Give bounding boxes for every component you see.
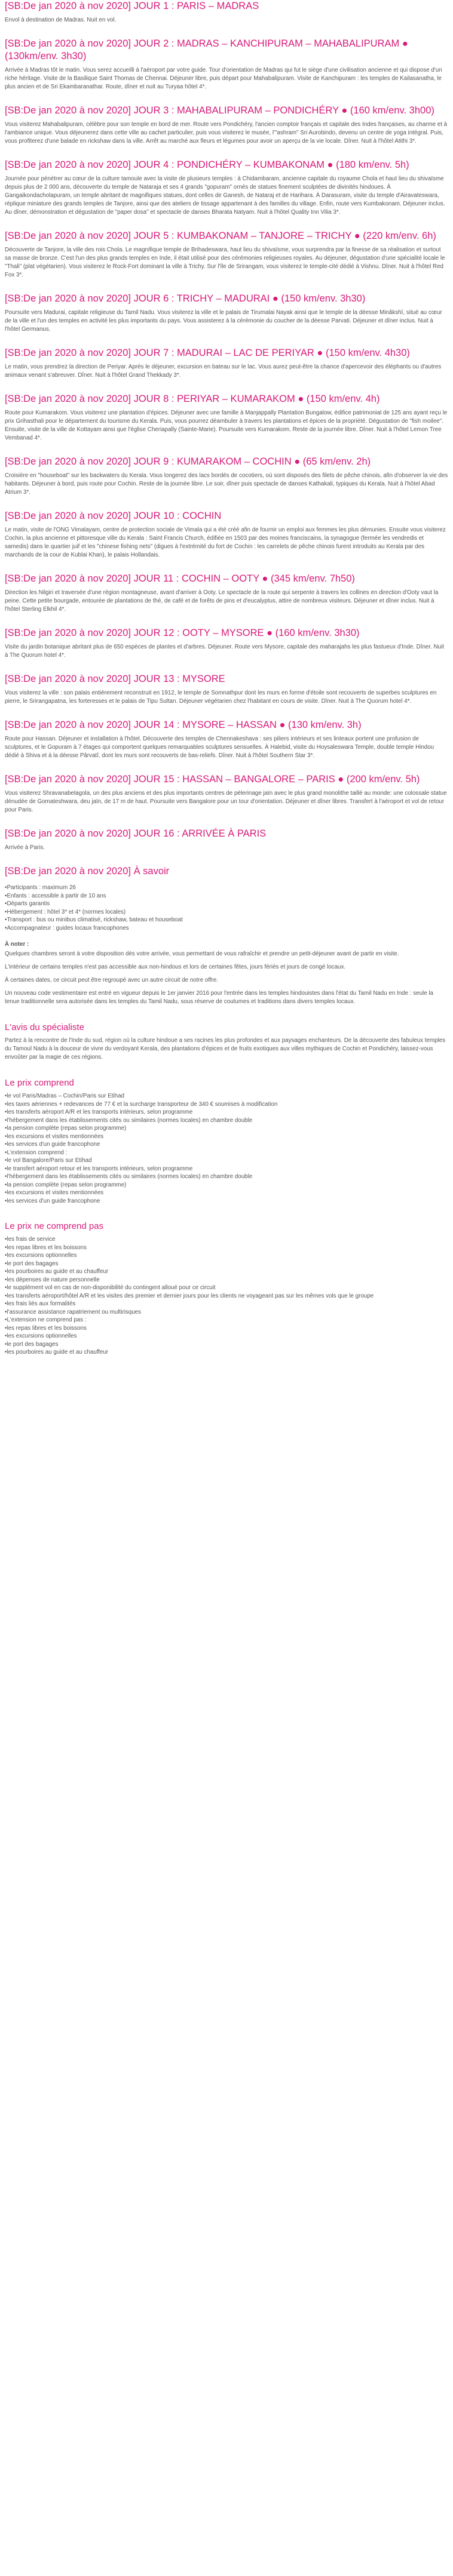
specialiste-title: L'avis du spécialiste [5, 1022, 84, 1032]
day-section [5, 828, 448, 852]
day-description: Arrivée à Paris. [5, 844, 45, 851]
day-description: Envol à destination de Madras. Nuit en vol. [5, 17, 117, 23]
day-title: [SB:De jan 2020 à nov 2020] JOUR 14 : MYSORE – HASSAN ● (130 km/env. 3h) [5, 720, 362, 730]
prix-comprend-section [5, 1077, 448, 1205]
day-section [5, 456, 448, 497]
day-description: Découverte de Tanjore, la ville des rois Chola. Le magnifique temple de Brihadeswara, haut lieu du shivaïsme, vous surprendra par la finesse de sa réalisation et surtout sa masse de bronze. C'est l'un des plus grands temples en Inde, il était utilisé pour des cérémonies religieuses royales. Au déjeuner, dégustation d'une spécialité locale le "Thali" (plat végétarien). Vous visiterez le Rock-Fort dominant la ville à Trichy. Sur l'île de Srirangam, vous visiterez le temple-cité dédié à Vishnu. Dîner. Nuit à l'hôtel Red Fox 3*. [5, 247, 445, 278]
day-title: [SB:De jan 2020 à nov 2020] JOUR 3 : MAHABALIPURAM – PONDICHÉRY ● (160 km/env. 3h00) [5, 105, 434, 116]
day-title: [SB:De jan 2020 à nov 2020] JOUR 5 : KUMBAKONAM – TANJORE – TRICHY ● (220 km/env. 6h) [5, 230, 436, 241]
list-item: • Départs garantis [5, 900, 448, 908]
note-paragraph: L'intérieur de certains temples n'est pas accessible aux non-hindous et lors de certaines fêtes, jours fériés et jours de congé locaux. [5, 964, 346, 970]
list-item: • Hébergement : hôtel 3* et 4* (normes locales) [5, 908, 448, 917]
day-title: [SB:De jan 2020 à nov 2020] JOUR 2 : MADRAS – KANCHIPURAM – MAHABALIPURAM ● (130km/env. 3h30) [5, 38, 408, 62]
prix-ne-comprend-section [5, 1221, 448, 1357]
list-item: • Accompagnateur : guides locaux francophones [5, 924, 448, 933]
list-item: • le transfert aéroport retour et les transports intérieurs, selon programme [5, 1165, 448, 1173]
day-section [5, 393, 448, 442]
day-section [5, 104, 448, 146]
day-description: Arrivée à Madras tôt le matin. Vous serez accueilli à l'aéroport par votre guide. Tour d'orientation de Madras qui fut le siège d'une civilisation ancienne et qui dispose d'un riche héritage. Visite de la Basilique Saint Thomas de Chennai. Déjeuner libre, puis départ pour Mahabalipuram. Visite de Kanchipuram : les temples de Kailasanatha, le plus ancien et de Sri Ekambaranathar. Route, dîner et nuit au Turyaa hôtel 4*. [5, 67, 442, 90]
savoir-title: [SB:De jan 2020 à nov 2020] À savoir [5, 866, 170, 877]
list-item: • les services d'un guide francophone [5, 1141, 448, 1149]
day-description: Direction les Nilgiri et traversée d'une région montagneuse, avant d'arriver à Ooty. Le spectacle de la route qui serpente à travers les collines en direction d'Ooty vaut la peine. Cette petite bourgade, entourée de plantations de thé, de café et de forêts de pins et d'eucalyptus, attire de nombreux visiteurs. Déjeuner et dîner inclus. Nuit à l'hôtel Sterling Elkhil 4*. [5, 589, 439, 613]
list-item: • les taxes aériennes + redevances de 77 € et la surcharge transporteur de 340 € soumises à modification [5, 1101, 448, 1109]
prix-comprend-title: Le prix comprend [5, 1078, 74, 1088]
note-paragraph: À certaines dates, ce circuit peut être regroupé avec un autre circuit de notre offre. [5, 977, 219, 983]
list-item: • Transport : bus ou minibus climatisé, rickshaw, bateau et houseboat [5, 916, 448, 924]
day-title: [SB:De jan 2020 à nov 2020] JOUR 6 : TRICHY – MADURAI ● (150 km/env. 3h30) [5, 293, 366, 304]
day-description: Vous visiterez Shravanabelagola, un des plus anciens et des plus importants centres de pèlerinage jaïn avec le plus grand monolithe taillé au monde: une colossale statue dénudée de Gomateshwara, deu jaïn, de 17 m de haut. Poursuite vers Bangalore pour un tour d'orientation. Déjeuner et dîner libres. Transfert à l'aéroport et vol de retour pour Paris. [5, 790, 447, 813]
list-item: • les services d'un guide francophone [5, 1197, 448, 1206]
notes [5, 950, 448, 1006]
day-section [5, 773, 448, 814]
day-title: [SB:De jan 2020 à nov 2020] JOUR 7 : MADURAI – LAC DE PERIYAR ● (150 km/env. 4h30) [5, 348, 410, 358]
list-item: • les frais liés aux formalités [5, 1300, 448, 1308]
day-title: [SB:De jan 2020 à nov 2020] JOUR 12 : OOTY – MYSORE ● (160 km/env. 3h30) [5, 628, 360, 638]
list-item: • les repas libres et les boissons [5, 1244, 448, 1252]
list-item: • les repas libres et les boissons [5, 1324, 448, 1333]
list-item: • L'extension ne comprend pas : [5, 1316, 448, 1324]
day-description: Vous visiterez Mahabalipuram, célèbre pour son temple en bord de mer. Route vers Pondichéry, l'ancien comptoir français et capitale des Indes françaises, au charme et à l'ambiance unique. Vous déjeunerez dans cette ville au cachet particulier, puis vous visiterez le musée, l'"ashram" Sri Aurobindo, devenu un centre de yoga intégral. Puis, vous profiterez d'une balade en rickshaw dans la ville. Arrêt au marché aux fleurs et légumes pour avoir un aperçu de la vie locale. Dîner. Nuit à l'hôtel Atithi 3*. [5, 121, 448, 145]
day-title: [SB:De jan 2020 à nov 2020] JOUR 11 : COCHIN – OOTY ● (345 km/env. 7h50) [5, 573, 355, 584]
list-item: • la pension complète (repas selon programme) [5, 1181, 448, 1189]
prix-ne-comprend-list [5, 1235, 448, 1357]
day-title: [SB:De jan 2020 à nov 2020] JOUR 10 : COCHIN [5, 511, 222, 521]
day-section [5, 673, 448, 706]
day-description: Croisière en "houseboat" sur les backwaters du Kerala. Vous longerez des lacs bordés de cocotiers, où sont disposés des filets de pêche chinois, afin d'observer la vie des habitants. Déjeuner à bord, puis route pour Cochin. Reste de la journée libre. Le soir, dîner puis spectacle de danses Kathakali, typiques du Kerala. Nuit à l'hôtel Abad Atrium 3*. [5, 472, 448, 496]
list-item: • le port des bagages [5, 1341, 448, 1349]
list-item: • les pourboires au guide et au chauffeur [5, 1268, 448, 1276]
list-item: • les excursions et visites mentionnées [5, 1189, 448, 1197]
list-item: • L'extension comprend : [5, 1149, 448, 1157]
day-description: Route pour Kumarakom. Vous visiterez une plantation d'épices. Déjeuner avec une famille à Manjappally Plantation Bungalow, édifice patrimonial de 125 ans ayant reçu le prix Grihasthali pour le département du tourisme du Kerala. Puis, vous pourrez déambuler à travers les plantations et épices de la propriété. Dégustation de "fish moilee". Ensuite, visite de la ville de Kottayam ainsi que l'église Cheriapally (Sainte-Marie). Poursuite vers Kumarakom. Reste de la journée libre. Dîner. Nuit à l'hôtel Lemon Tree Vembanad 4*. [5, 410, 448, 441]
day-section [5, 293, 448, 334]
note-paragraph: Un nouveau code vestimentaire est entré en vigueur depuis le 1er janvier 2016 pour l'entrée dans les temples hindouistes dans l'état du Tamil Nadu en Inde : seule la tenue traditionnelle sera autorisée dans les temples du Tamil Nadu, sous réserve de coutumes et traditions dans divers temples locaux. [5, 990, 433, 1005]
day-title: [SB:De jan 2020 à nov 2020] JOUR 9 : KUMARAKOM – COCHIN ● (65 km/env. 2h) [5, 456, 371, 467]
list-item: • les transferts aéroport A/R et les transports intérieurs, selon programme [5, 1108, 448, 1117]
day-description: Route pour Hassan. Déjeuner et installation à l'hôtel. Découverte des temples de Chennakeshava : ses piliers intérieurs et ses linteaux portent une profusion de sculptures, et le Gopuram à 7 étages qui comportent quelques remarquables sculptures sensuelles. À Halebid, visite du Hoysaleswara Temple, double temple Hindou dédié à Shiva et à la déesse Pârvatî, dont les murs sont recouverts de bas-reliefs. Dîner. Nuit à l'hôtel Southern Star 3*. [5, 736, 434, 759]
specialiste-section [5, 1022, 448, 1062]
list-item: • les excursions et visites mentionnées [5, 1133, 448, 1141]
list-item: • le vol Bangalore/Paris sur Etihad [5, 1157, 448, 1165]
list-item: • la pension complète (repas selon programme) [5, 1124, 448, 1133]
day-title: [SB:De jan 2020 à nov 2020] JOUR 1 : PARIS – MADRAS [5, 1, 259, 11]
day-section [5, 38, 448, 91]
list-item: • les frais de service [5, 1235, 448, 1244]
list-item: • l'hébergement dans les établissements cités ou similaires (normes locales) en chambre double [5, 1173, 448, 1181]
day-section [5, 627, 448, 660]
list-item: • l'hébergement dans les établissements cités ou similaires (normes locales) en chambre double [5, 1117, 448, 1125]
prix-ne-comprend-title: Le prix ne comprend pas [5, 1221, 104, 1231]
day-section [5, 510, 448, 560]
list-item: • le port des bagages [5, 1260, 448, 1268]
day-description: Le matin, visite de l'ONG Vimalayam, centre de protection sociale de Vimala qui a été créé afin de fournir un emploi aux femmes les plus démunies. Ensuite vous visiterez Cochin, la plus ancienne et pittoresque ville du Kerala : Saint Francis Church, édifiée en 1503 par des moines franciscains, la synagogue (fermée les vendredis et samedis) dans le quartier juif et les "chinese fishing nets" (digues à l'extrémité du fort de Cochin : les carrelets de pêche chinois furent introduits au Kerala par des marchands de la cour de Kublai Khan), le palais Hollandais. [5, 527, 446, 558]
day-section [5, 347, 448, 380]
list-item: • Enfants : accessible à partir de 10 ans [5, 892, 448, 900]
day-title: [SB:De jan 2020 à nov 2020] JOUR 13 : MYSORE [5, 674, 225, 684]
day-title: [SB:De jan 2020 à nov 2020] JOUR 4 : PONDICHÉRY – KUMBAKONAM ● (180 km/env. 5h) [5, 159, 409, 170]
day-description: Le matin, vous prendrez la direction de Periyar. Après le déjeuner, excursion en bateau sur le lac. Vous aurez peut-être la chance d'apercevoir des éléphants ou d'autres animaux venant s'abreuver. Dîner. Nuit à l'hôtel Grand Thekkady 3*. [5, 364, 442, 379]
day-title: [SB:De jan 2020 à nov 2020] JOUR 15 : HASSAN – BANGALORE – PARIS ● (200 km/env. 5h) [5, 774, 420, 785]
savoir-section [5, 865, 448, 1006]
day-section [5, 159, 448, 217]
list-item: • les pourboires au guide et au chauffeur [5, 1348, 448, 1357]
itinerary [5, 0, 448, 852]
day-title: [SB:De jan 2020 à nov 2020] JOUR 16 : ARRIVÉE À PARIS [5, 828, 267, 839]
day-section [5, 0, 448, 24]
day-title: [SB:De jan 2020 à nov 2020] JOUR 8 : PERIYAR – KUMARAKOM ● (150 km/env. 4h) [5, 394, 380, 404]
list-item: • le vol Paris/Madras – Cochin/Paris sur Etihad [5, 1092, 448, 1101]
day-section [5, 230, 448, 279]
list-item: • le supplément vol en cas de non-disponibilité du contingent alloué pour ce circuit [5, 1284, 448, 1292]
day-section [5, 719, 448, 760]
list-item: • l'assurance assistance rapatriement ou multirisques [5, 1308, 448, 1317]
list-item: • les dépenses de nature personnelle [5, 1276, 448, 1284]
prix-comprend-list [5, 1092, 448, 1205]
specialiste-text: Partez à la rencontre de l'Inde du sud, région où la culture hindoue a ses racines les plus profondes et aux paysages enchanteurs. De la découverte des fabuleux temples du Tamoul Nadu à la douceur de vivre du verdoyant Kerala, des plantations d'épices et de fruits exotiques aux villes mythiques de Cochin et Pondichéry, laissez-vous envoûter par la magie de ces régions. [5, 1037, 446, 1060]
day-description: Visite du jardin botanique abritant plus de 650 espèces de plantes et d'arbres. Déjeuner. Route vers Mysore, capitale des maharajahs les plus fastueux d'Inde. Dîner. Nuit à The Quorum hotel 4*. [5, 644, 444, 659]
list-item: • les excursions optionnelles [5, 1252, 448, 1260]
list-item: • les transferts aéroport/hôtel A/R et les visites des premier et dernier jours pour les clients ne voyageant pas sur les mêmes vols que le groupe [5, 1292, 448, 1301]
day-description: Vous visiterez la ville : son palais entièrement reconstruit en 1912, le temple de Somnathpur dont les murs en forme d'étoile sont recouverts de superbes sculptures en pierre, le Srirangapatna, les forteresses et le palais de Tipu Sultan. Déjeuner végétarien chez l'habitant en cours de visite. Dîner. Nuit à The Quorum hotel 4*. [5, 690, 437, 705]
note-paragraph: Quelques chambres seront à votre disposition dès votre arrivée, vous permettant de vous rafraîchir et prendre un petit-déjeuner avant de partir en visite. [5, 951, 399, 957]
note-heading: À noter : [5, 941, 29, 948]
list-item: • les excursions optionnelles [5, 1332, 448, 1341]
day-description: Journée pour pénétrer au cœur de la culture tamoule avec la visite de plusieurs temples : à Chidambaram, ancienne capitale du royaume Chola et haut lieu du shivaïsme depuis plus de 2 000 ans, découverte du temple de Nataraja et ses 4 grands "gopuram" ornés de statues finement sculptées de divinités hindoues. À Gangaikondacholapuram, un temple abritant de magnifiques statues, dont celles de Ganesh, de Nataraj et de Harihara. À Darasuram, visite du temple d'Airavateswara, réplique miniature des grands temples de Tanjore, ainsi que des ateliers de tissage appartenant à des familles du village. Enfin, route vers Kumbakonam. Déjeuner inclus. Au dîner, démonstration et dégustation de "paper dosa" et spectacle de danses Bharata Natyam. Nuit à l'hôtel Quality Inn Vilia 3*. [5, 176, 445, 216]
day-description: Poursuite vers Madurai, capitale religieuse du Tamil Nadu. Vous visiterez la ville et le palais de Tirumalai Nayak ainsi que le temple de la déesse Minâkshî, situé au cœur de la ville et l'un des temples en activité les plus importants du pays. Vous assisterez à la cérémonie du coucher de la déesse Parvati. Déjeuner et dîner inclus. Nuit à l'hôtel Germanus. [5, 309, 442, 333]
list-item: • Participants : maximum 26 [5, 884, 448, 892]
day-section [5, 573, 448, 614]
savoir-list [5, 884, 448, 932]
